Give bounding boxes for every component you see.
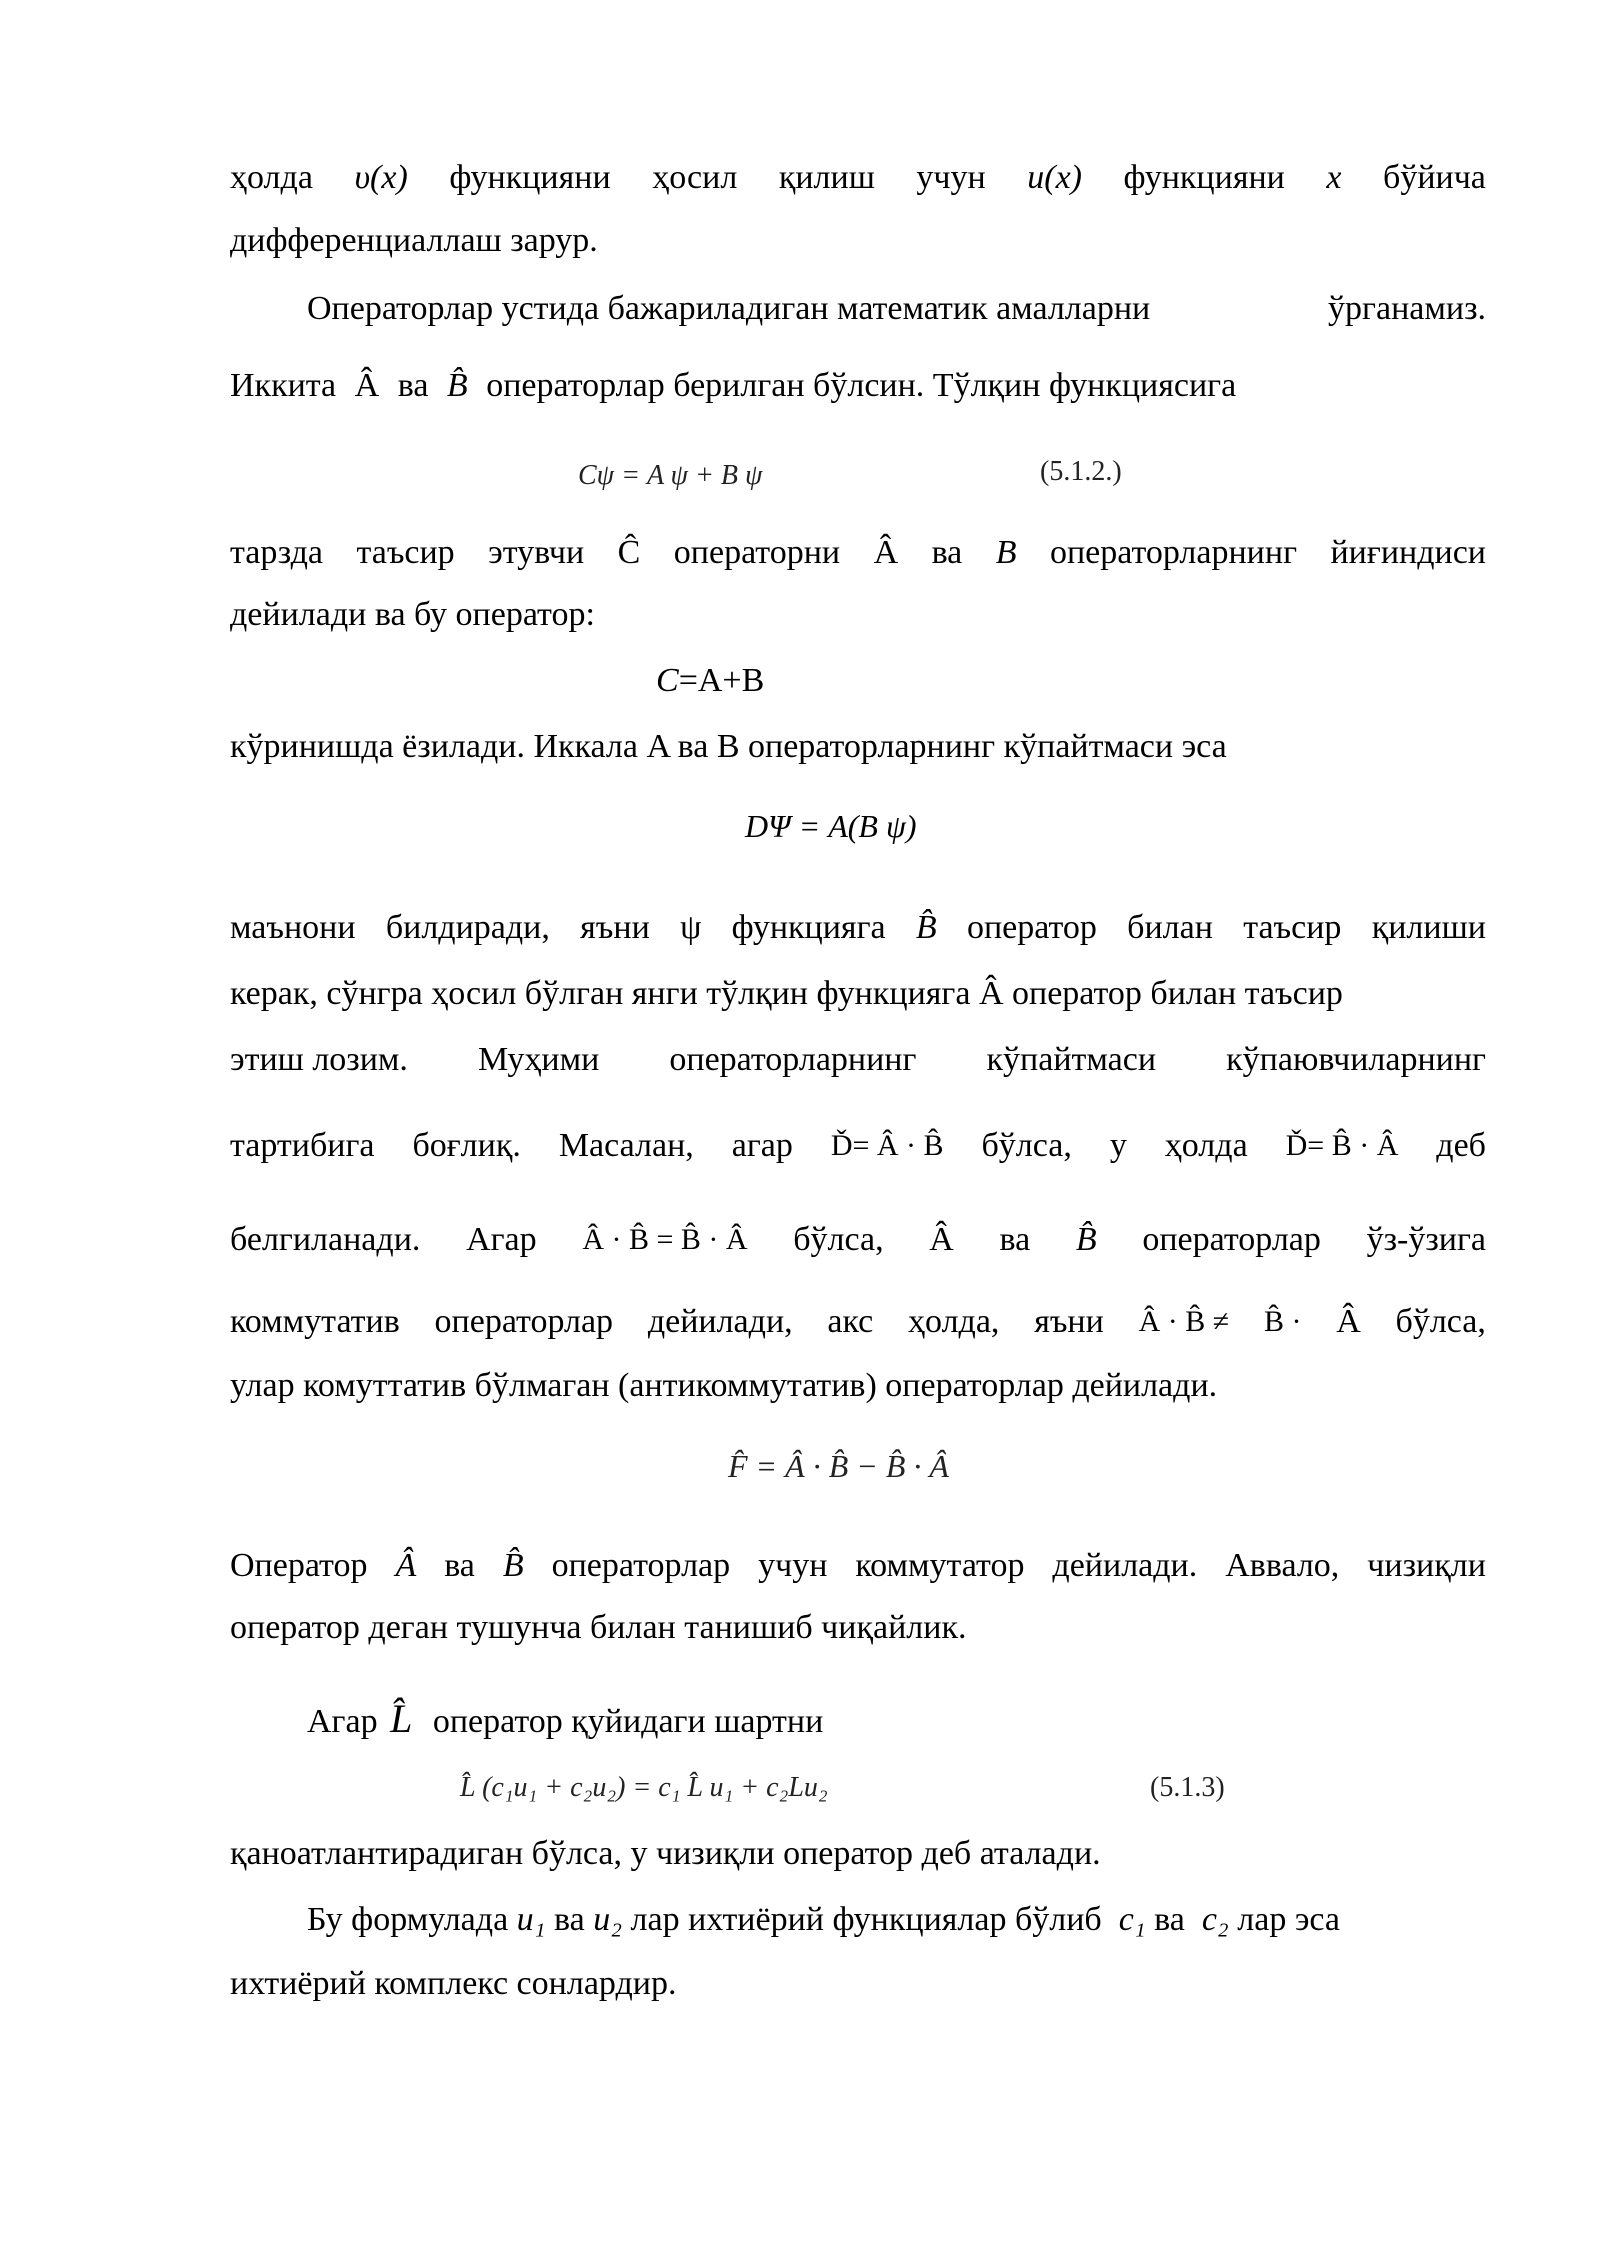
- equation-formula: Cψ = A ψ + B ψ: [578, 460, 763, 491]
- text-word: функцияни: [449, 159, 611, 196]
- equation-sum: [656, 662, 764, 700]
- equation-number: (5.1.2.): [1040, 456, 1122, 487]
- text-word: ва: [444, 1547, 475, 1584]
- inline-formula-not-equal: Â · B̂ ≠: [1138, 1305, 1230, 1338]
- text-word: ҳосил: [652, 159, 738, 196]
- text-word: ва: [999, 1221, 1031, 1258]
- text-word: таъсир: [356, 534, 455, 571]
- text-word: қилиш: [778, 159, 875, 196]
- text-word: оператор: [966, 909, 1097, 946]
- text-span: Агар: [307, 1703, 378, 1740]
- operator-l-hat: L̂: [390, 1696, 413, 1741]
- text-word: коммутатор: [855, 1547, 1025, 1584]
- text-word: Аввало,: [1225, 1547, 1340, 1584]
- text-word: билан: [1127, 909, 1213, 946]
- text-span: лар ихтиёрий функциялар бўлиб: [630, 1901, 1102, 1938]
- text-word: этиш лозим.: [230, 1041, 408, 1078]
- psi-symbol: ψ: [680, 909, 702, 946]
- equation-formula: DΨ = A(B ψ): [745, 808, 917, 844]
- text-word: дейилади,: [647, 1303, 793, 1340]
- text-span: Иккита: [230, 367, 337, 404]
- text-span: лар эса: [1237, 1901, 1341, 1938]
- paragraph-line-17: [307, 1696, 1486, 1742]
- text-span: Бу формулада: [307, 1901, 509, 1938]
- text-word: ўз-ўзига: [1366, 1221, 1486, 1258]
- text-word: кўпайтмаси: [986, 1041, 1157, 1078]
- math-u-of-x: u(x): [1027, 159, 1082, 196]
- operator-a-hat: Â: [873, 534, 899, 571]
- paragraph-line-18: қаноатлантирадиган бўлса, у чизиқли оператор деб аталади.: [230, 1835, 1101, 1872]
- equation-rhs: =A+B: [678, 662, 765, 699]
- math-c2: c₂: [1201, 1901, 1229, 1938]
- text-word: яъни: [580, 909, 650, 946]
- operator-a-hat: Â: [354, 367, 380, 404]
- text-word: операторларнинг: [669, 1041, 917, 1078]
- paragraph-line-19: [307, 1900, 1486, 1940]
- text-word: тартибига: [230, 1127, 375, 1164]
- paragraph-line-4: [230, 366, 1486, 406]
- text-word: тарзда: [230, 534, 323, 571]
- text-span: ва: [397, 367, 429, 404]
- text-word: деб: [1436, 1127, 1486, 1164]
- operator-b-hat: B̂: [446, 367, 468, 404]
- text-word: учун: [916, 159, 986, 196]
- equation-lhs: C: [656, 662, 679, 699]
- equation-commutator: [728, 1448, 949, 1485]
- text-word: Муҳими: [478, 1041, 600, 1078]
- equation-5-1-3: [460, 1772, 828, 1804]
- text-word: маънони: [230, 909, 356, 946]
- text-word: коммутатив: [230, 1303, 400, 1340]
- equation-formula: F̂ = Â · B̂ − B̂ · Â: [728, 1448, 949, 1484]
- text-span: Операторлар устида бажариладиган математик амалларни: [307, 290, 1151, 327]
- paragraph-line-13: [230, 1302, 1486, 1342]
- text-word: операторлар: [434, 1303, 614, 1340]
- text-word: таъсир: [1243, 909, 1342, 946]
- paragraph-line-6: дейилади ва бу оператор:: [230, 596, 595, 633]
- text-word: Агар: [466, 1221, 537, 1258]
- paragraph-line-10: [230, 1040, 1486, 1080]
- inline-formula-d-ab: Ď= Â · B̂: [830, 1129, 944, 1162]
- text-word: акс: [827, 1303, 874, 1340]
- text-word: ҳолда: [1164, 1127, 1248, 1164]
- operator-a-hat: Â: [929, 1221, 954, 1258]
- text-word: учун: [758, 1547, 828, 1584]
- paragraph-line-15: [230, 1546, 1486, 1586]
- text-word: ва: [1154, 1901, 1185, 1938]
- text-word: у: [1109, 1127, 1127, 1164]
- equation-product: [745, 808, 916, 845]
- paragraph-line-2: дифференциаллаш зарур.: [230, 222, 598, 259]
- text-word: агар: [731, 1127, 793, 1164]
- text-word: дейилади.: [1052, 1547, 1198, 1584]
- equation-number: (5.1.3): [1150, 1772, 1225, 1803]
- paragraph-line-5: [230, 533, 1486, 573]
- text-word: бўлса,: [981, 1127, 1072, 1164]
- inline-formula-d-ba: Ď= B̂ · Â: [1285, 1129, 1399, 1162]
- text-word: этувчи: [488, 534, 585, 571]
- inline-formula-b-dot: B̂ ·: [1263, 1305, 1302, 1338]
- text-word: операторни: [673, 534, 841, 571]
- math-v-of-x: υ(x): [354, 159, 408, 196]
- text-word: Оператор: [230, 1547, 368, 1584]
- operator-c-hat: Ĉ: [617, 534, 641, 571]
- text-word: белгиланади.: [230, 1221, 421, 1258]
- paragraph-line-11: [230, 1126, 1486, 1166]
- paragraph-line-1: [230, 158, 1486, 198]
- operator-a-hat: Â: [1336, 1303, 1361, 1340]
- paragraph-line-9: керак, сўнгра ҳосил бўлган янги тўлқин функцияга Â оператор билан таъсир: [230, 975, 1343, 1012]
- paragraph-line-8: [230, 908, 1486, 948]
- text-span: оператор қуйидаги шартни: [432, 1703, 824, 1740]
- text-word: бўлса,: [793, 1221, 884, 1258]
- text-word: операторларнинг: [1049, 534, 1298, 571]
- paragraph-line-12: [230, 1220, 1486, 1260]
- text-word: ҳолда: [230, 159, 313, 196]
- paragraph-line-16: оператор деган тушунча билан танишиб чиқайлик.: [230, 1609, 967, 1646]
- text-word: билдиради,: [385, 909, 550, 946]
- text-word: кўпаювчиларнинг: [1226, 1041, 1486, 1078]
- text-word: ва: [931, 534, 963, 571]
- operator-a-hat: Â: [395, 1547, 417, 1584]
- math-x: x: [1326, 159, 1342, 196]
- paragraph-line-20: ихтиёрий комплекс сонлардир.: [230, 1965, 677, 2002]
- text-word: операторлар: [1142, 1221, 1321, 1258]
- text-word: функцияни: [1123, 159, 1285, 196]
- text-word: қилиши: [1371, 909, 1486, 946]
- text-word: операторлар: [551, 1547, 731, 1584]
- text-word: яъни: [1034, 1303, 1104, 1340]
- text-word: бўлса,: [1395, 1303, 1486, 1340]
- text-word: чизиқли: [1367, 1547, 1486, 1584]
- text-word: Масалан,: [558, 1127, 694, 1164]
- text-word: боғлиқ.: [412, 1127, 521, 1164]
- text-span: операторлар берилган бўлсин. Тўлқин функциясига: [486, 367, 1237, 404]
- inline-formula-commute: Â · B̂ = B̂ · Â: [582, 1223, 748, 1256]
- math-u2: u₂: [593, 1901, 623, 1938]
- operator-b-hat: B̂: [1075, 1221, 1097, 1258]
- operator-b-hat: B̂: [915, 909, 937, 946]
- operator-b-hat: B̂: [502, 1547, 524, 1584]
- text-word: ва: [554, 1901, 585, 1938]
- math-c1: c₁: [1118, 1901, 1146, 1938]
- text-word: ҳолда,: [908, 1303, 1000, 1340]
- equation-formula: L̂ (c₁u₁ + c₂u₂) = c₁ L̂ u₁ + c₂Lu₂: [460, 1772, 828, 1803]
- text-span: ўрганамиз.: [1328, 290, 1486, 327]
- operator-b: B: [995, 534, 1017, 571]
- text-word: йиғиндиси: [1330, 534, 1486, 571]
- text-word: функцияга: [731, 909, 886, 946]
- text-word: бўйича: [1383, 159, 1486, 196]
- paragraph-line-7: кўринишда ёзилади. Иккала A ва B операторларнинг кўпайтмаси эса: [230, 728, 1227, 765]
- equation-5-1-2: [578, 460, 762, 492]
- math-u1: u₁: [516, 1901, 546, 1938]
- paragraph-line-14: улар комуттатив бўлмаган (антикоммутатив) операторлар дейилади.: [230, 1367, 1218, 1404]
- paragraph-line-3: [307, 289, 1486, 329]
